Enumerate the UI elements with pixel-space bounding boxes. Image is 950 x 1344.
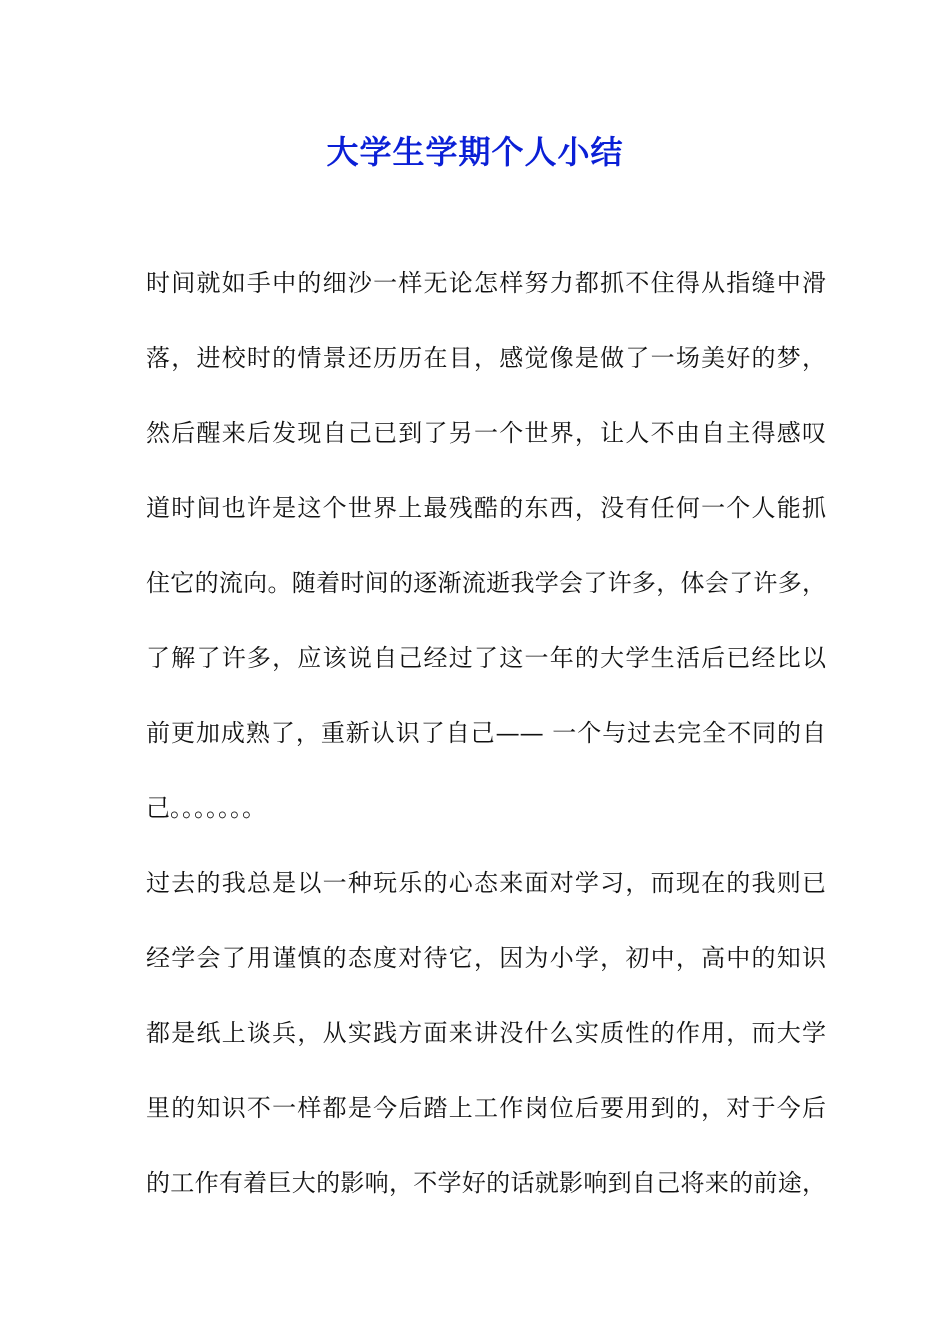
body-line-10: 经学会了用谨慎的态度对待它，因为小学，初中，高中的知识: [146, 944, 826, 972]
body-line-9: 过去的我总是以一种玩乐的心态来面对学习，而现在的我则已: [146, 869, 826, 897]
body-line-5: 住它的流向。随着时间的逐渐流逝我学会了许多，体会了许多，: [146, 569, 826, 597]
body-line-6: 了解了许多，应该说自己经过了这一年的大学生活后已经比以: [146, 644, 826, 672]
body-line-11: 都是纸上谈兵，从实践方面来讲没什么实质性的作用，而大学: [146, 1019, 826, 1047]
body-line-13: 的工作有着巨大的影响，不学好的话就影响到自己将来的前途，: [146, 1169, 826, 1197]
body-line-12: 里的知识不一样都是今后踏上工作岗位后要用到的，对于今后: [146, 1094, 826, 1122]
body-line-4: 道时间也许是这个世界上最残酷的东西，没有任何一个人能抓: [146, 494, 826, 522]
body-line-7: 前更加成熟了，重新认识了自己—— 一个与过去完全不同的自: [146, 719, 826, 747]
body-line-3: 然后醒来后发现自己已到了另一个世界，让人不由自主得感叹: [146, 419, 826, 447]
body-line-2: 落，进校时的情景还历历在目，感觉像是做了一场美好的梦，: [146, 344, 826, 372]
document-title: 大学生学期个人小结: [326, 133, 624, 171]
body-line-1: 时间就如手中的细沙一样无论怎样努力都抓不住得从指缝中滑: [146, 269, 826, 297]
body-line-8: 己。。。。。。。: [146, 794, 266, 822]
